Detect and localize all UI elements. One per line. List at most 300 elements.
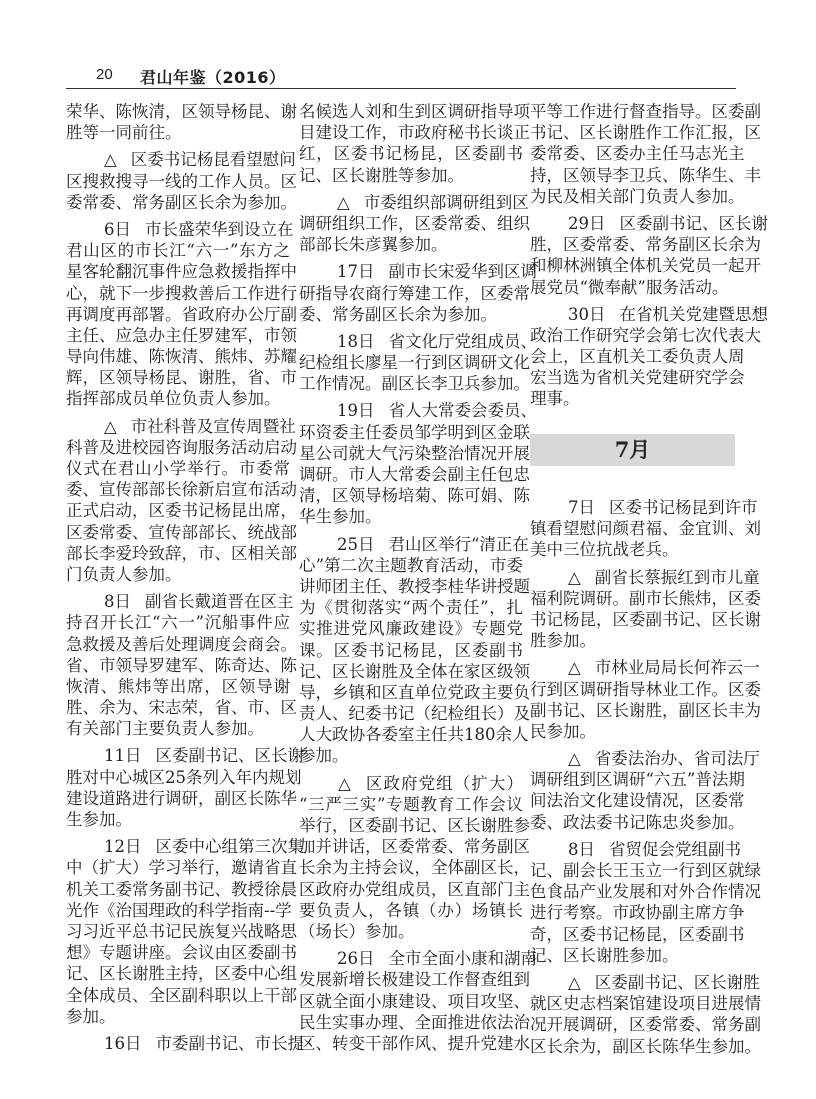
entry-date: 19日 bbox=[337, 401, 375, 421]
line-text: 间法治文化建设情况，区委常 bbox=[530, 791, 745, 811]
text-line bbox=[299, 352, 530, 373]
line-text: 委、政法委书记陈忠炎参加。 bbox=[530, 812, 745, 832]
text-line bbox=[66, 437, 297, 458]
chronicle-entry bbox=[66, 149, 297, 213]
text-line bbox=[66, 388, 290, 409]
page-number: 20 bbox=[96, 66, 113, 83]
text-line bbox=[530, 769, 745, 790]
entry-date: 17日 bbox=[337, 262, 375, 282]
entry-date: 7日 bbox=[568, 498, 595, 517]
text-line bbox=[530, 518, 761, 539]
line-text: 导向伟雄、陈恢清、熊炜、苏耀 bbox=[66, 347, 297, 367]
text-line bbox=[299, 857, 530, 878]
line-text: 区委副书记、区长谢 bbox=[155, 746, 304, 766]
text-line bbox=[530, 790, 745, 811]
text-line bbox=[66, 788, 297, 809]
line-text: 省、市领导罗建军、陈奇达、陈 bbox=[66, 655, 297, 675]
text-line bbox=[299, 661, 530, 682]
text-line bbox=[530, 567, 760, 588]
text-line bbox=[299, 485, 530, 506]
line-text: 荣华、陈恢清，区领导杨昆、谢 bbox=[66, 102, 297, 121]
triangle-marker-icon: △ bbox=[337, 773, 352, 793]
chronicle-entry bbox=[299, 400, 537, 527]
text-line bbox=[66, 479, 297, 500]
line-text: 红，区委书记杨昆，区委副书 bbox=[299, 144, 523, 164]
text-line bbox=[299, 400, 537, 421]
line-text: 君山区的市长江“六一”东方之 bbox=[66, 241, 290, 261]
text-line bbox=[66, 240, 290, 261]
chronicle-entry bbox=[530, 304, 768, 410]
text-line bbox=[66, 676, 290, 697]
chronicle-entry bbox=[66, 1033, 304, 1054]
line-text: 为《贯彻落实“两个责任”，扎 bbox=[299, 598, 523, 618]
column-3-july-entries bbox=[530, 497, 761, 1057]
text-line bbox=[299, 443, 530, 464]
text-line bbox=[299, 101, 530, 122]
text-line bbox=[530, 122, 761, 143]
text-line bbox=[66, 836, 304, 857]
text-line bbox=[299, 703, 530, 724]
column-2 bbox=[299, 101, 537, 1054]
text-line bbox=[530, 346, 745, 367]
book-title: 君山年鉴（2016） bbox=[140, 68, 286, 87]
entry-date: 29日 bbox=[568, 213, 606, 233]
text-line bbox=[66, 921, 297, 942]
line-text: 省文化厅党组成员、 bbox=[388, 331, 537, 351]
line-text: 市长盛荣华到设立在 bbox=[145, 219, 294, 239]
line-text: 责人、纪委书记（纪检组长）及 bbox=[299, 704, 530, 724]
line-text: 政治工作研究学会第七次代表大 bbox=[530, 325, 761, 345]
line-text: 书记、区长谢胜作工作汇报，区 bbox=[530, 123, 761, 143]
text-line bbox=[530, 630, 735, 651]
chronicle-entry bbox=[66, 101, 297, 143]
line-text: 记、区长谢胜等参加。 bbox=[299, 165, 464, 185]
line-text: 中（扩大）学习举行，邀请省直 bbox=[66, 858, 297, 878]
line-text: 记、区长谢胜及全体在家区级领 bbox=[299, 661, 530, 681]
text-line bbox=[299, 948, 537, 969]
chronicle-entry bbox=[299, 101, 530, 186]
chronicle-entry bbox=[530, 748, 760, 833]
text-line bbox=[530, 721, 735, 742]
line-text: 心”第二次主题教育活动，市委 bbox=[299, 555, 523, 575]
entry-date: 12日 bbox=[104, 837, 142, 857]
line-text: 持，区领导李卫兵、陈华生、丰 bbox=[530, 165, 761, 185]
text-line bbox=[530, 993, 761, 1014]
line-text: 研指导农商行筹建工作，区委常 bbox=[299, 283, 530, 303]
line-text: 名候选人刘和生到区调研指导项 bbox=[299, 102, 530, 121]
line-text: 导，乡镇和区直单位党政主要负 bbox=[299, 682, 530, 702]
line-text: 区委常委、宣传部部长、统战部 bbox=[66, 522, 297, 542]
text-line bbox=[299, 422, 530, 443]
text-line bbox=[299, 921, 523, 942]
chronicle-entry bbox=[66, 745, 304, 830]
line-text: 区委中心组第三次集 bbox=[155, 837, 304, 857]
line-text: 美中三位抗战老兵。 bbox=[530, 540, 679, 560]
text-line bbox=[530, 748, 760, 769]
text-line bbox=[66, 304, 297, 325]
line-text: 区就全面小康建设、项目攻坚、 bbox=[299, 991, 530, 1011]
line-text: 纪检组长廖星一行到区调研文化 bbox=[299, 353, 530, 373]
line-text: 全市全面小康和湖南 bbox=[388, 949, 537, 969]
triangle-marker-icon: △ bbox=[104, 150, 117, 170]
text-line bbox=[530, 839, 741, 860]
text-line bbox=[299, 991, 530, 1012]
line-text: 部部长朱彦翼参加。 bbox=[299, 235, 448, 255]
text-line bbox=[530, 700, 761, 721]
text-line bbox=[299, 373, 530, 394]
text-line bbox=[299, 900, 523, 921]
text-line bbox=[530, 679, 761, 700]
line-text: 调研组织工作，区委常委、组织 bbox=[299, 213, 530, 233]
triangle-marker-icon: △ bbox=[337, 192, 350, 212]
text-line bbox=[299, 773, 523, 794]
text-line bbox=[299, 464, 530, 485]
line-text: 镇看望慰问颜君福、金宜训、刘 bbox=[530, 519, 761, 539]
entry-date: 18日 bbox=[337, 331, 375, 351]
entry-date: 25日 bbox=[337, 534, 375, 554]
entry-date: 6日 bbox=[104, 219, 131, 239]
line-text: 举行，区委副书记、区长谢胜参 bbox=[299, 816, 530, 835]
line-text: 平等工作进行督查指导。区委副 bbox=[530, 102, 761, 121]
text-line bbox=[299, 1033, 530, 1054]
text-line bbox=[66, 809, 290, 830]
text-line bbox=[530, 234, 761, 255]
line-text: 在省机关党建暨思想 bbox=[619, 304, 768, 324]
line-text: 就区史志档案馆建设项目进展情 bbox=[530, 994, 761, 1014]
line-text: 加并讲话，区委常委、常务副区 bbox=[299, 837, 530, 857]
line-text: 委、常务副区长余为参加。 bbox=[299, 304, 497, 324]
entry-date: 11日 bbox=[104, 746, 142, 766]
chronicle-entry bbox=[299, 331, 537, 395]
text-line bbox=[299, 506, 523, 527]
text-line bbox=[299, 969, 530, 990]
line-text: 主任、应急办主任罗建军，市领 bbox=[66, 325, 297, 345]
line-text: 参加。 bbox=[66, 1006, 116, 1026]
text-line bbox=[66, 879, 297, 900]
line-text: 省人大常委会委员、 bbox=[388, 401, 537, 421]
line-text: 市委组织部调研组到区 bbox=[363, 192, 529, 212]
line-text: 区政府办党组成员，区直部门主 bbox=[299, 879, 530, 899]
text-line bbox=[66, 745, 304, 766]
text-line bbox=[530, 165, 761, 186]
text-line bbox=[299, 745, 523, 766]
line-text: 副省长蔡振红到市儿童 bbox=[594, 567, 760, 587]
text-line bbox=[299, 879, 530, 900]
line-text: 记、区长谢胜参加。 bbox=[530, 945, 679, 965]
line-text: 想》专题讲座。会议由区委副书 bbox=[66, 943, 297, 963]
text-line bbox=[299, 283, 530, 304]
text-line bbox=[530, 304, 768, 325]
line-text: 机关工委常务副书记、教授徐晨 bbox=[66, 879, 297, 899]
text-line bbox=[530, 657, 760, 678]
text-line bbox=[66, 963, 297, 984]
line-text: 建设道路进行调研，副区长陈华 bbox=[66, 788, 297, 808]
text-line bbox=[66, 346, 297, 367]
text-line bbox=[530, 881, 761, 902]
text-line bbox=[66, 591, 294, 612]
line-text: 有关部门主要负责人参加。 bbox=[66, 719, 264, 739]
text-line bbox=[530, 213, 768, 234]
text-line bbox=[530, 972, 760, 993]
text-line bbox=[66, 416, 296, 437]
text-line bbox=[66, 192, 297, 213]
text-line bbox=[66, 101, 297, 122]
text-line bbox=[299, 192, 529, 213]
text-line bbox=[66, 367, 297, 388]
line-text: 要负责人，各镇（办）场镇长 bbox=[299, 900, 523, 920]
text-line bbox=[299, 555, 523, 576]
line-text: 民生实事办理、全面推进依法治 bbox=[299, 1012, 530, 1032]
triangle-marker-icon: △ bbox=[568, 567, 581, 587]
chronicle-entry bbox=[530, 839, 761, 966]
text-line bbox=[530, 186, 745, 207]
line-text: 急救援及善后处理调度会商会。 bbox=[66, 634, 297, 654]
text-line bbox=[66, 283, 297, 304]
column-1 bbox=[66, 101, 304, 1054]
triangle-marker-icon: △ bbox=[104, 416, 117, 436]
line-text: 副书记、区长谢胜，副区长丰为 bbox=[530, 700, 761, 720]
line-text: 门负责人参加。 bbox=[66, 564, 182, 584]
text-line bbox=[299, 597, 523, 618]
line-text: 记、区长谢胜主持，区委中心组 bbox=[66, 964, 297, 984]
text-line bbox=[66, 149, 296, 170]
chronicle-entry bbox=[299, 773, 530, 943]
line-text: 胜对中心城区25条列入年内规划 bbox=[66, 767, 302, 787]
line-text: 工作情况。副区长李卫兵参加。 bbox=[299, 374, 530, 394]
text-line bbox=[66, 655, 297, 676]
line-text: 进行考察。市政协副主席方争 bbox=[530, 903, 745, 923]
text-line bbox=[66, 612, 290, 633]
line-text: 胜等一同前往。 bbox=[66, 123, 182, 143]
line-text: 理事。 bbox=[530, 389, 580, 409]
line-text: 目建设工作，市政府秘书长谈正 bbox=[299, 123, 530, 143]
chronicle-entry bbox=[299, 534, 530, 767]
line-text: 区搜救搜寻一线的工作人员。区 bbox=[66, 171, 297, 191]
text-line bbox=[530, 924, 745, 945]
text-line bbox=[530, 1036, 761, 1057]
chronicle-entry bbox=[530, 101, 761, 207]
line-text: 星客轮翻沉事件应急救援指挥中 bbox=[66, 262, 297, 282]
text-line bbox=[530, 1014, 761, 1035]
text-line bbox=[530, 945, 735, 966]
line-text: 区委副书记、区长谢胜 bbox=[594, 972, 760, 992]
text-line bbox=[66, 325, 297, 346]
text-line bbox=[66, 942, 297, 963]
line-text: 省贸促会党组副书 bbox=[609, 839, 741, 859]
line-text: 记、副会长王玉立一行到区就绿 bbox=[530, 861, 761, 880]
line-text: “三严三实”专题教育工作会议 bbox=[299, 794, 523, 814]
line-text: 书记杨昆，区委副书记、区长谢 bbox=[530, 609, 761, 629]
line-text: 清，区领导杨培菊、陈可娟、陈 bbox=[299, 486, 530, 506]
text-line bbox=[299, 794, 523, 815]
triangle-marker-icon: △ bbox=[568, 972, 581, 992]
text-line bbox=[299, 576, 530, 597]
line-text: 区长余为，副区长陈华生参加。 bbox=[530, 1036, 761, 1056]
text-line bbox=[299, 815, 530, 836]
text-line bbox=[299, 682, 530, 703]
text-line bbox=[530, 101, 761, 122]
line-text: 调研。市人大常委会副主任包忠 bbox=[299, 465, 530, 484]
text-line bbox=[530, 143, 745, 164]
line-text: 委、宣传部部长徐新启宣布活动 bbox=[66, 480, 297, 500]
text-line bbox=[299, 1012, 530, 1033]
line-text: 行到区调研指导林业工作。区委 bbox=[530, 679, 761, 699]
text-line bbox=[530, 860, 761, 881]
text-line bbox=[530, 812, 745, 833]
text-line bbox=[299, 618, 523, 639]
line-text: 委常委、常务副区长余为参加。 bbox=[66, 192, 297, 212]
text-line bbox=[66, 543, 297, 564]
line-text: 福利院调研。副市长熊炜，区委 bbox=[530, 588, 761, 608]
text-line bbox=[66, 458, 290, 479]
entry-date: 16日 bbox=[104, 1033, 142, 1053]
text-line bbox=[299, 261, 537, 282]
month-heading: 7月 bbox=[530, 434, 735, 466]
chronicle-entry bbox=[299, 192, 530, 256]
chronicle-entry bbox=[66, 416, 297, 586]
chronicle-entry bbox=[530, 497, 761, 561]
line-text: 再调度再部署。省政府办公厅副 bbox=[66, 304, 297, 324]
line-text: 市林业局局长何祚云一 bbox=[594, 658, 760, 678]
text-line bbox=[299, 836, 530, 857]
line-text: 胜，区委常委、常务副区长余为 bbox=[530, 235, 761, 255]
text-line bbox=[530, 277, 735, 298]
text-line bbox=[299, 213, 530, 234]
text-line bbox=[299, 331, 537, 352]
text-line bbox=[299, 304, 523, 325]
chronicle-entry bbox=[66, 836, 304, 1027]
text-line bbox=[66, 522, 297, 543]
line-text: 区委书记杨昆到许市 bbox=[609, 498, 758, 517]
text-line bbox=[66, 634, 297, 655]
line-text: 持召开长江“六一”沉船事件应 bbox=[66, 613, 290, 633]
line-text: 区政府党组（扩大） bbox=[365, 773, 523, 793]
text-line bbox=[66, 900, 290, 921]
line-text: 环资委主任委员邹学明到区金联 bbox=[299, 422, 530, 442]
line-text: 胜参加。 bbox=[530, 631, 596, 651]
line-text: 课。区委书记杨昆，区委副书 bbox=[299, 640, 523, 660]
line-text: 仪式在君山小学举行。市委常 bbox=[66, 459, 290, 478]
line-text: 民参加。 bbox=[530, 721, 596, 741]
text-line bbox=[66, 1033, 304, 1054]
text-line bbox=[66, 697, 297, 718]
chronicle-entry bbox=[299, 261, 537, 325]
chronicle-entry bbox=[530, 657, 761, 742]
chronicle-entry bbox=[299, 948, 537, 1054]
text-line bbox=[66, 122, 290, 143]
line-text: 全体成员、全区副科职以上干部 bbox=[66, 985, 297, 1005]
text-line bbox=[299, 143, 523, 164]
text-line bbox=[299, 534, 529, 555]
line-text: 区委副书记、区长谢 bbox=[619, 213, 768, 233]
line-text: 指挥部成员单位负责人参加。 bbox=[66, 389, 281, 409]
text-line bbox=[530, 539, 735, 560]
text-line bbox=[299, 122, 530, 143]
text-line bbox=[66, 219, 294, 240]
line-text: 生参加。 bbox=[66, 810, 132, 829]
line-text: 光作《治国理政的科学指南--学 bbox=[66, 900, 292, 920]
line-text: 调研组到区调研“六五”普法期 bbox=[530, 770, 745, 790]
line-text: 恢清、熊炜等出席，区领导谢 bbox=[66, 676, 290, 696]
chronicle-entry bbox=[530, 567, 761, 652]
line-text: 为民及相关部门负责人参加。 bbox=[530, 186, 745, 206]
entry-date: 8日 bbox=[568, 839, 595, 859]
text-line bbox=[299, 724, 529, 745]
entry-date: 26日 bbox=[337, 949, 375, 969]
line-text: 君山区举行“清正在 bbox=[388, 534, 529, 554]
line-text: 奇，区委书记杨昆，区委副书 bbox=[530, 924, 745, 944]
column-3 bbox=[530, 101, 768, 410]
text-line bbox=[66, 500, 297, 521]
triangle-marker-icon: △ bbox=[568, 749, 581, 769]
text-line bbox=[299, 640, 523, 661]
line-text: 华生参加。 bbox=[299, 507, 382, 527]
text-line bbox=[530, 497, 758, 518]
line-text: （场长）参加。 bbox=[299, 921, 415, 941]
line-text: 长余为主持会议，全体副区长， bbox=[299, 858, 530, 878]
line-text: 会上，区直机关工委负责人周 bbox=[530, 347, 745, 367]
running-header bbox=[66, 64, 736, 89]
entry-date: 30日 bbox=[568, 304, 606, 324]
line-text: 区委书记杨昆看望慰问 bbox=[130, 150, 296, 170]
text-line bbox=[530, 325, 761, 346]
line-text: 人大政协各委室主任共180余人 bbox=[299, 725, 529, 745]
line-text: 况开展调研，区委常委、常务副 bbox=[530, 1015, 761, 1035]
line-text: 心，就下一步搜救善后工作进行 bbox=[66, 283, 297, 303]
line-text: 星公司就大气污染整治情况开展 bbox=[299, 443, 530, 463]
chronicle-entry bbox=[66, 591, 297, 739]
line-text: 市社科普及宣传周暨社 bbox=[130, 416, 296, 436]
entry-date: 8日 bbox=[104, 592, 131, 612]
line-text: 区、转变干部作风、提升党建水 bbox=[299, 1033, 530, 1053]
line-text: 省委法治办、省司法厅 bbox=[594, 749, 760, 769]
line-text: 正式启动，区委书记杨昆出席， bbox=[66, 501, 297, 521]
line-text: 习习近平总书记民族复兴战略思 bbox=[66, 921, 297, 941]
line-text: 委常委、区委办主任马志光主 bbox=[530, 144, 745, 164]
text-line bbox=[530, 588, 761, 609]
text-line bbox=[66, 171, 297, 192]
text-line bbox=[66, 857, 297, 878]
text-line bbox=[530, 902, 745, 923]
line-text: 胜、余为、宋志荣，省、市、区 bbox=[66, 698, 297, 718]
line-text: 市委副书记、市长提 bbox=[155, 1033, 304, 1053]
line-text: 和柳林洲镇全体机关党员一起开 bbox=[530, 256, 761, 276]
text-line bbox=[530, 609, 761, 630]
text-line bbox=[530, 388, 735, 409]
text-line bbox=[299, 234, 523, 255]
line-text: 参加。 bbox=[299, 746, 349, 766]
text-line bbox=[530, 367, 745, 388]
line-text: 发展新增长极建设工作督查组到 bbox=[299, 970, 530, 990]
text-line bbox=[66, 985, 297, 1006]
text-line bbox=[530, 255, 761, 276]
line-text: 科普及进校园咨询服务活动启动 bbox=[66, 437, 297, 457]
text-line bbox=[66, 261, 297, 282]
line-text: 辉，区领导杨昆、谢胜，省、市 bbox=[66, 368, 297, 388]
chronicle-entry bbox=[530, 213, 768, 298]
text-line bbox=[66, 1006, 290, 1027]
line-text: 色食品产业发展和对外合作情况 bbox=[530, 882, 761, 902]
text-line bbox=[299, 165, 523, 186]
line-text: 副市长宋爱华到区调 bbox=[388, 262, 537, 282]
line-text: 讲师团主任、教授李桂华讲授题 bbox=[299, 576, 530, 596]
chronicle-entry bbox=[66, 219, 297, 410]
text-line bbox=[66, 767, 302, 788]
line-text: 副省长戴道晋在区主 bbox=[145, 592, 294, 612]
line-text: 实推进党风廉政建设》专题党 bbox=[299, 619, 523, 639]
line-text: 宏当选为省机关党建研究学会 bbox=[530, 368, 745, 388]
line-text: 展党员“微奉献”服务活动。 bbox=[530, 277, 729, 297]
